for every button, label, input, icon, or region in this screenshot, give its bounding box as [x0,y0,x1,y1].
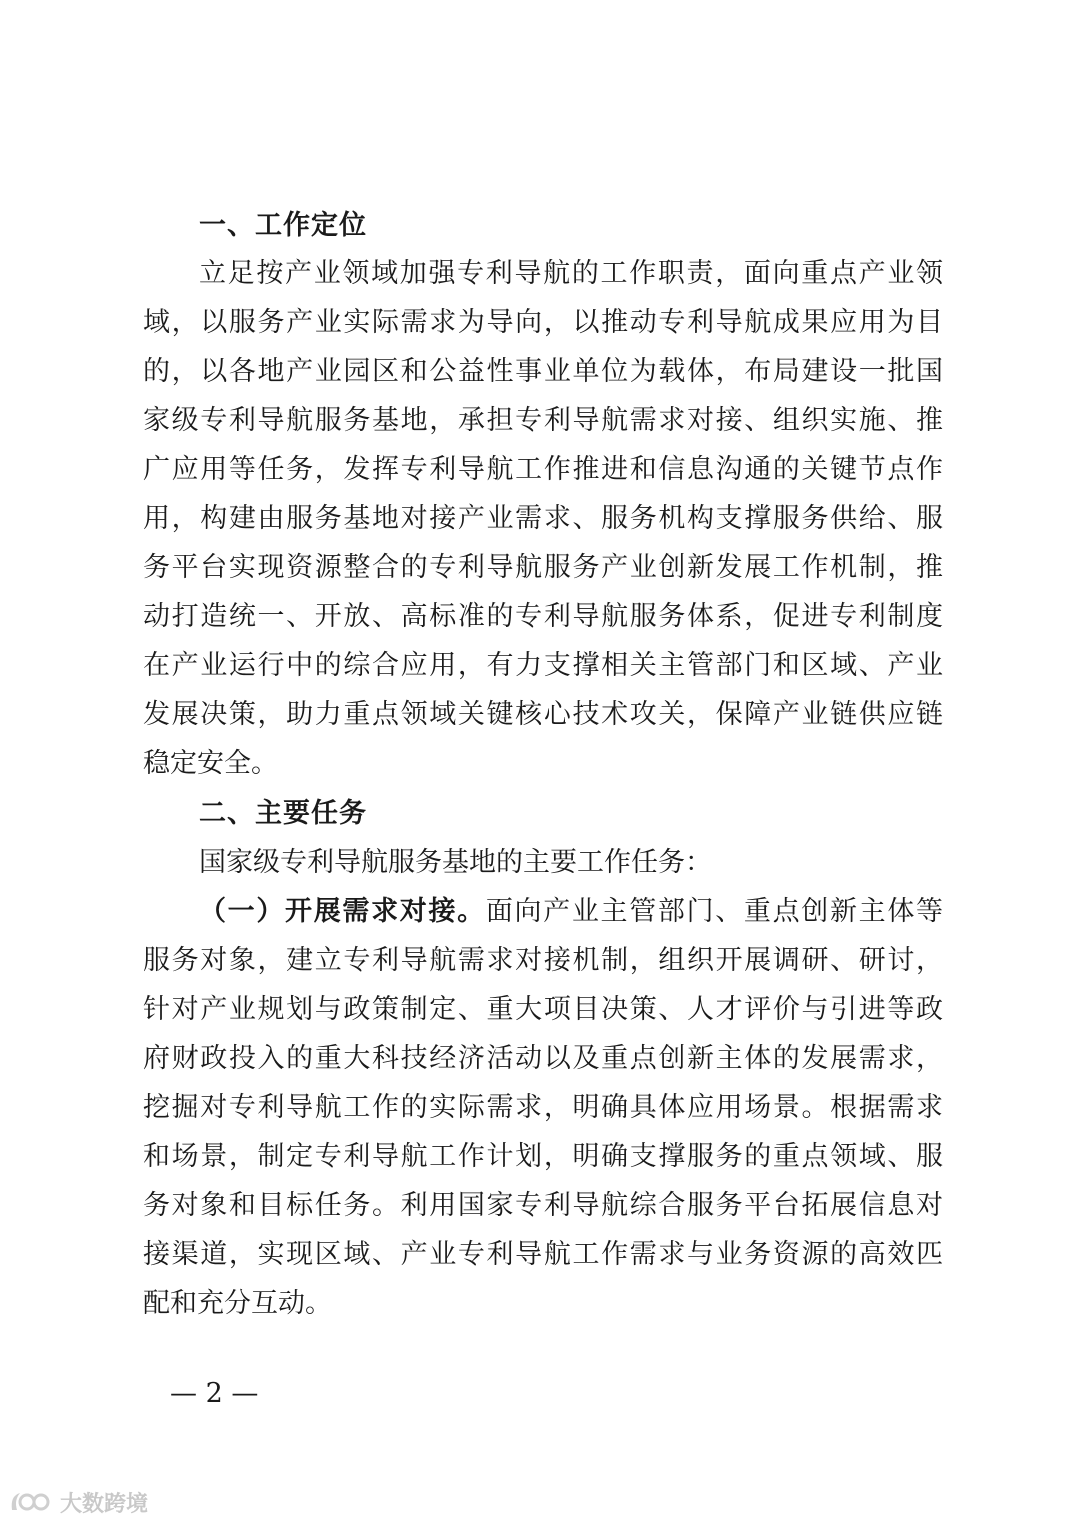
task-item-title: （一）开展需求对接。 [199,896,486,927]
paragraph-line: 广应用等任务，发挥专利导航工作推进和信息沟通的关键节点作 [143,454,943,485]
paragraph-line: 务平台实现资源整合的专利导航服务产业创新发展工作机制，推 [143,552,943,583]
section-intro: 国家级专利导航服务基地的主要工作任务： [199,847,712,878]
watermark [8,1486,148,1518]
paragraph-line: 立足按产业领域加强专利导航的工作职责，面向重点产业领 [199,258,943,289]
paragraph-line: 发展决策，助力重点领域关键核心技术攻关，保障产业链供应链 [143,699,943,730]
paragraph-line: 的，以各地产业园区和公益性事业单位为载体，布局建设一批国 [143,356,943,387]
section-heading-work-positioning: 一、工作定位 [199,210,367,241]
paragraph-line: 在产业运行中的综合应用，有力支撑相关主管部门和区域、产业 [143,650,943,681]
task-item-first-line [199,892,943,932]
paragraph-line: 动打造统一、开放、高标准的专利导航服务体系，促进专利制度 [143,601,943,632]
task-item-text: 面向产业主管部门、重点创新主体等 [485,896,944,927]
paragraph-line: 服务对象，建立专利导航需求对接机制，组织开展调研、研讨， [143,945,943,976]
paragraph-line: 接渠道，实现区域、产业专利导航工作需求与业务资源的高效匹 [143,1239,943,1270]
paragraph-line: 和场景，制定专利导航工作计划，明确支撑服务的重点领域、服 [143,1141,943,1172]
paragraph-line: 稳定安全。 [143,748,278,779]
paragraph-line: 域，以服务产业实际需求为导向，以推动专利导航成果应用为目 [143,307,943,338]
paragraph-line: 针对产业规划与政策制定、重大项目决策、人才评价与引进等政 [143,994,943,1025]
paragraph-line: 府财政投入的重大科技经济活动以及重点创新主体的发展需求， [143,1043,943,1074]
section-heading-main-tasks: 二、主要任务 [199,798,367,829]
watermark-logo-icon [8,1488,54,1516]
paragraph-line: 配和充分互动。 [143,1288,332,1319]
paragraph-line: 家级专利导航服务基地，承担专利导航需求对接、组织实施、推 [143,405,943,436]
paragraph-line: 挖掘对专利导航工作的实际需求，明确具体应用场景。根据需求 [143,1092,943,1123]
page-number: — 2 — [170,1378,259,1409]
paragraph-line: 用，构建由服务基地对接产业需求、服务机构支撑服务供给、服 [143,503,943,534]
watermark-text: 大数跨境 [60,1491,149,1517]
paragraph-line: 务对象和目标任务。利用国家专利导航综合服务平台拓展信息对 [143,1190,943,1221]
